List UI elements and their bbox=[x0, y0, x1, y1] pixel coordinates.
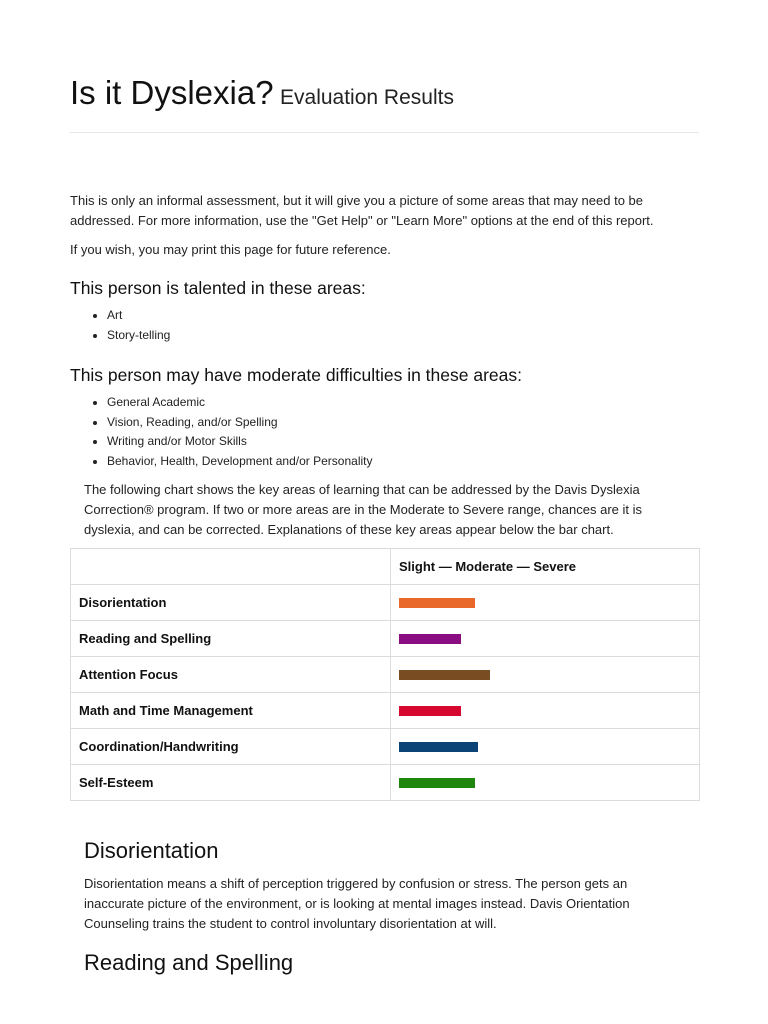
bar-cell bbox=[391, 765, 700, 801]
chart-category-label: Reading and Spelling bbox=[71, 621, 391, 657]
intro-paragraph: This is only an informal assessment, but it will give you a picture of some areas that may need to be addressed. For more information, use the "Get Help" or "Learn More" options at the end of this report. bbox=[70, 193, 654, 228]
talents-heading: This person is talented in these areas: bbox=[70, 278, 366, 298]
bar-cell bbox=[391, 693, 700, 729]
bar-reading-spelling bbox=[399, 634, 461, 644]
chart-row bbox=[71, 729, 700, 765]
chart-category-label: Attention Focus bbox=[71, 657, 391, 693]
severity-scale-label: Slight — Moderate — Severe bbox=[391, 549, 700, 585]
bar-math-time bbox=[399, 706, 461, 716]
list-item: • Art bbox=[107, 306, 170, 326]
print-note: If you wish, you may print this page for future reference. bbox=[70, 242, 391, 257]
list-item: • Story-telling bbox=[107, 326, 170, 346]
chart-category-label: Coordination/Handwriting bbox=[71, 729, 391, 765]
header-divider bbox=[70, 132, 699, 133]
list-item: • Behavior, Health, Development and/or Personality bbox=[107, 452, 372, 472]
chart-row bbox=[71, 693, 700, 729]
bar-self-esteem bbox=[399, 778, 475, 788]
chart-header-blank bbox=[71, 549, 391, 585]
bar-cell bbox=[391, 621, 700, 657]
chart-row bbox=[71, 657, 700, 693]
list-item: • General Academic bbox=[107, 393, 372, 413]
list-item: • Vision, Reading, and/or Spelling bbox=[107, 413, 372, 433]
page-subtitle: Evaluation Results bbox=[280, 86, 454, 109]
chart-row bbox=[71, 621, 700, 657]
chart-row bbox=[71, 765, 700, 801]
bar-cell bbox=[391, 657, 700, 693]
bar-cell bbox=[391, 729, 700, 765]
page-header bbox=[70, 74, 699, 112]
list-item: • Writing and/or Motor Skills bbox=[107, 432, 372, 452]
chart-category-label: Math and Time Management bbox=[71, 693, 391, 729]
chart-intro: The following chart shows the key areas of learning that can be addressed by the Davis Dyslexia Correction® program. If two or more areas are in the Moderate to Severe range, chances are it is dyslexia, and can be corrected. Explanations of these key areas appear below the bar chart. bbox=[84, 482, 643, 537]
bar-disorientation bbox=[399, 598, 475, 608]
section-text-disorientation: Disorientation means a shift of perception triggered by confusion or stress. The person gets an inaccurate picture of the environment, or is looking at mental images instead. Davis Orientation Counseling trains the student to control involuntary disorientation at will. bbox=[84, 876, 630, 931]
chart-header-row bbox=[71, 549, 700, 585]
bar-coordination bbox=[399, 742, 478, 752]
bar-cell bbox=[391, 585, 700, 621]
chart-row bbox=[71, 585, 700, 621]
section-heading-reading-spelling: Reading and Spelling bbox=[84, 950, 294, 975]
severity-chart bbox=[70, 548, 700, 801]
page-title: Is it Dyslexia? bbox=[70, 74, 274, 111]
chart-category-label: Self-Esteem bbox=[71, 765, 391, 801]
section-heading-disorientation: Disorientation bbox=[84, 838, 219, 863]
talents-list bbox=[70, 306, 170, 345]
difficulties-heading: This person may have moderate difficulties in these areas: bbox=[70, 365, 522, 385]
difficulties-list bbox=[70, 393, 372, 471]
chart-category-label: Disorientation bbox=[71, 585, 391, 621]
bar-attention-focus bbox=[399, 670, 490, 680]
